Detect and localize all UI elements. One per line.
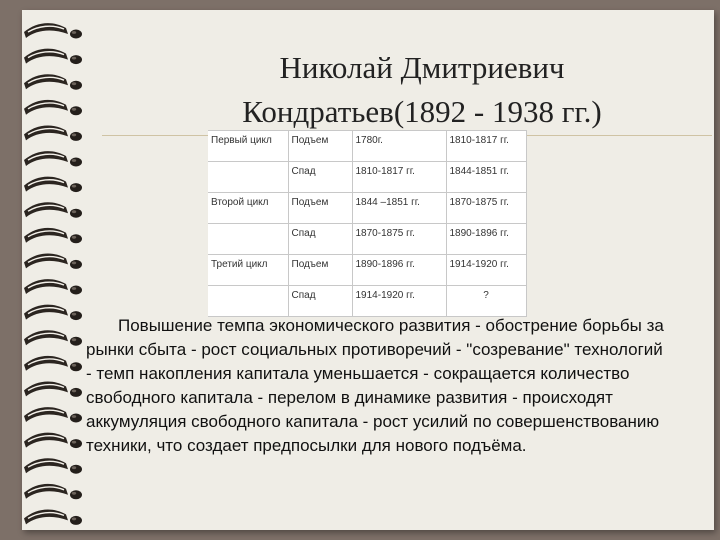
title-line-1: Николай Дмитриевич	[279, 50, 565, 85]
table-cell-cycle: Второй цикл	[208, 193, 288, 224]
table-row	[208, 255, 526, 286]
table-row	[208, 286, 526, 317]
table-cell-cycle: Третий цикл	[208, 255, 288, 286]
table-cell-cycle: Первый цикл	[208, 131, 288, 162]
kondratiev-cycles-table	[208, 130, 527, 317]
table-cell-start-range: 1844 –1851 гг.	[352, 193, 446, 224]
binding-ring	[24, 381, 82, 396]
table-cell-start-range: 1780г.	[352, 131, 446, 162]
binding-ring	[24, 100, 82, 115]
slide-title	[142, 46, 702, 134]
binding-ring	[24, 509, 82, 524]
binding-ring	[24, 433, 82, 448]
table-cell-phase: Подъем	[288, 193, 352, 224]
table-row	[208, 162, 526, 193]
table-cell-end-range: 1870-1875 гг.	[446, 193, 526, 224]
title-line-2: Кондратьев(1892 - 1938 гг.)	[242, 94, 602, 129]
table-cell-end-range: 1890-1896 гг.	[446, 224, 526, 255]
table-cell-phase: Подъем	[288, 255, 352, 286]
binding-ring	[24, 330, 82, 345]
spiral-binding-rings	[22, 22, 102, 538]
binding-ring	[24, 484, 82, 499]
binding-ring	[24, 202, 82, 217]
binding-ring	[24, 151, 82, 166]
table-cell-cycle	[208, 224, 288, 255]
table-cell-end-range: ?	[446, 286, 526, 317]
binding-ring	[24, 49, 82, 64]
table-cell-start-range: 1810-1817 гг.	[352, 162, 446, 193]
table-row	[208, 193, 526, 224]
table-cell-phase: Подъем	[288, 131, 352, 162]
binding-ring	[24, 177, 82, 192]
table-cell-end-range: 1844-1851 гг.	[446, 162, 526, 193]
binding-ring	[24, 458, 82, 473]
table-cell-end-range: 1914-1920 гг.	[446, 255, 526, 286]
binding-ring	[24, 74, 82, 89]
table-row	[208, 224, 526, 255]
table-cell-cycle	[208, 286, 288, 317]
table-cell-phase: Спад	[288, 286, 352, 317]
binding-ring	[24, 279, 82, 294]
table-cell-phase: Спад	[288, 224, 352, 255]
binding-ring	[24, 228, 82, 243]
table-cell-phase: Спад	[288, 162, 352, 193]
table-cell-end-range: 1810-1817 гг.	[446, 131, 526, 162]
binding-ring	[24, 253, 82, 268]
table-cell-start-range: 1890-1896 гг.	[352, 255, 446, 286]
slide-body-text: Повышение темпа экономического развития - обострение борьбы за рынки сбыта - рост социальных противоречий - "созревание" технологий - темп накопления капитала уменьшается - сокращается количество свободного капитала - перелом в динамике развития - происходят аккумуляция свободного капитала - рост усилий по совершенствованию техники, что создает предпосылки для нового подъёма.	[86, 316, 664, 455]
binding-ring	[24, 305, 82, 320]
binding-ring	[24, 125, 82, 140]
binding-ring	[24, 407, 82, 422]
table-cell-cycle	[208, 162, 288, 193]
table-row	[208, 131, 526, 162]
table-cell-start-range: 1870-1875 гг.	[352, 224, 446, 255]
binding-ring	[24, 23, 82, 38]
table-cell-start-range: 1914-1920 гг.	[352, 286, 446, 317]
binding-ring	[24, 356, 82, 371]
